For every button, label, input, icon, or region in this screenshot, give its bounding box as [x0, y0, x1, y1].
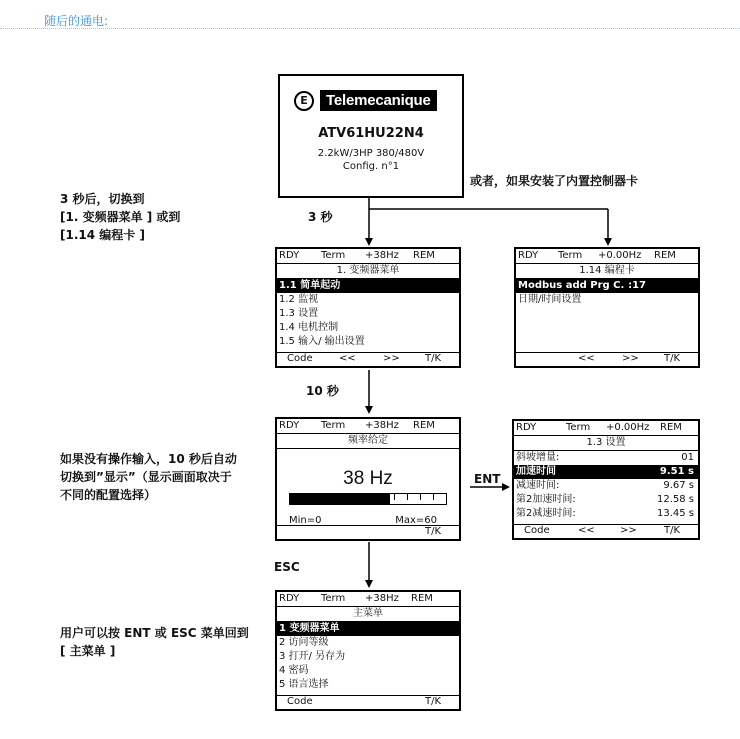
fkey-next[interactable]: >> — [622, 353, 639, 364]
param-label: 减速时间: — [516, 480, 560, 491]
boot-screen — [278, 74, 464, 198]
screen-title: 频率给定 — [277, 434, 459, 449]
menu-item-io-setup[interactable]: 1.5 输入/ 输出设置 — [279, 336, 365, 347]
status-term: Term — [566, 422, 591, 433]
status-rem: REM — [660, 422, 682, 433]
function-key-bar — [277, 352, 459, 366]
fkey-prev[interactable]: << — [578, 525, 595, 536]
status-bar — [277, 249, 459, 264]
status-bar — [277, 592, 459, 607]
param-label: 斜坡增量: — [516, 452, 560, 463]
fkey-prev[interactable]: << — [339, 353, 356, 364]
status-term: Term — [558, 250, 583, 261]
function-key-bar — [277, 525, 459, 539]
or-card-label: 或者，如果安装了内置控制器卡 — [470, 174, 639, 188]
status-bar — [277, 419, 459, 434]
freq-bar-tick — [394, 494, 395, 500]
ten-sec-label: 10 秒 — [306, 384, 339, 398]
ent-label: ENT — [474, 472, 501, 486]
param-value: 13.45 s — [656, 508, 694, 519]
freq-bar-tick — [316, 494, 317, 500]
status-bar — [514, 421, 698, 436]
fkey-tk[interactable]: T/K — [425, 526, 442, 537]
note-line: 切换到”显示”（显示画面取决于 — [60, 470, 232, 484]
drive-menu-screen — [275, 247, 461, 368]
freq-bar-fill — [290, 494, 390, 504]
fkey-tk[interactable]: T/K — [664, 353, 681, 364]
status-term: Term — [321, 250, 346, 261]
freq-bar-tick — [368, 494, 369, 500]
freq-bar-tick — [303, 494, 304, 500]
note-line: [1.14 编程卡 ] — [60, 228, 145, 242]
item-label: Modbus add Prg C. — [518, 280, 625, 291]
screen-title: 1.14 编程卡 — [516, 264, 698, 279]
fkey-tk[interactable]: T/K — [425, 696, 442, 707]
config-text: Config. n°1 — [342, 161, 400, 172]
model-number: ATV61HU22N4 — [318, 126, 424, 141]
freq-bar-tick — [407, 494, 408, 500]
status-rdy: RDY — [518, 250, 539, 261]
arrow-head — [502, 483, 510, 491]
prog-card-screen — [514, 247, 700, 368]
page-header: 随后的通电: — [44, 14, 109, 28]
three-sec-label: 3 秒 — [308, 210, 333, 224]
rating-info — [280, 147, 462, 173]
menu-item-drive-menu[interactable]: 1 变频器菜单 — [277, 622, 459, 636]
param-value: 9.67 s — [663, 480, 694, 491]
note-line: 不同的配置选择） — [60, 488, 157, 502]
menu-item-simple-start[interactable]: 1.1 简单起动 — [277, 279, 459, 293]
freq-bar-tick — [433, 494, 434, 500]
screen-title: 主菜单 — [277, 607, 459, 622]
freq-bar-tick — [420, 494, 421, 500]
arrow-head — [365, 580, 373, 588]
arrow-head — [365, 238, 373, 246]
note-line: 3 秒后，切换到 — [60, 192, 145, 206]
freq-bar[interactable] — [289, 493, 447, 505]
menu-item-open-save-as[interactable]: 3 打开/ 另存为 — [279, 651, 346, 662]
menu-item-language[interactable]: 5 语言选择 — [279, 679, 329, 690]
status-bar — [516, 249, 698, 264]
status-rdy: RDY — [279, 420, 300, 431]
fkey-code[interactable]: Code — [287, 353, 313, 364]
menu-item-monitor[interactable]: 1.2 监视 — [279, 294, 319, 305]
fkey-tk[interactable]: T/K — [664, 525, 681, 536]
param-accel-time[interactable] — [514, 465, 698, 479]
status-rem: REM — [413, 250, 435, 261]
status-freq: +38Hz — [365, 420, 399, 431]
param-label: 加速时间 — [516, 466, 556, 477]
menu-item-password[interactable]: 4 密码 — [279, 665, 309, 676]
param-decel-time-2[interactable] — [514, 507, 698, 521]
menu-item-modbus-address[interactable] — [516, 279, 698, 293]
main-menu-screen — [275, 590, 461, 711]
freq-bar-tick — [342, 494, 343, 500]
brand-emblem-icon: E — [294, 91, 314, 111]
param-value: 9.51 s — [659, 466, 694, 477]
status-freq: +0.00Hz — [606, 422, 650, 433]
screen-title: 1. 变频器菜单 — [277, 264, 459, 279]
status-rem: REM — [413, 420, 435, 431]
screen-title: 1.3 设置 — [514, 436, 698, 451]
menu-item-date-time[interactable] — [516, 293, 698, 307]
menu-item-access-level[interactable]: 2 访问等级 — [279, 637, 329, 648]
status-rem: REM — [654, 250, 676, 261]
freq-bar-tick — [381, 494, 382, 500]
fkey-next[interactable]: >> — [383, 353, 400, 364]
param-label: 第2加速时间: — [516, 494, 576, 505]
note-line: [ 主菜单 ] — [60, 644, 116, 658]
function-key-bar — [516, 352, 698, 366]
status-rdy: RDY — [279, 593, 300, 604]
item-value: :17 — [628, 280, 646, 291]
fkey-tk[interactable]: T/K — [425, 353, 442, 364]
function-key-bar — [514, 524, 698, 538]
freq-ref-screen — [275, 417, 461, 541]
fkey-next[interactable]: >> — [620, 525, 637, 536]
status-freq: +0.00Hz — [598, 250, 642, 261]
status-term: Term — [321, 420, 346, 431]
fkey-code[interactable]: Code — [287, 696, 313, 707]
note-line: 如果没有操作输入，10 秒后自动 — [60, 452, 237, 466]
menu-item-settings[interactable]: 1.3 设置 — [279, 308, 319, 319]
brand-name: Telemecanique — [320, 90, 437, 111]
arrow-head — [365, 406, 373, 414]
param-accel-time-2[interactable] — [514, 493, 698, 507]
note-line: [1. 变频器菜单 ] 或到 — [60, 210, 181, 224]
esc-label: ESC — [274, 560, 300, 574]
item-label: 日期/时间设置 — [518, 294, 582, 305]
menu-item-motor-control[interactable]: 1.4 电机控制 — [279, 322, 339, 333]
freq-bar-tick — [329, 494, 330, 500]
param-label: 第2减速时间: — [516, 508, 576, 519]
param-ramp-increment[interactable] — [514, 451, 698, 465]
freq-max: Max=60 — [395, 515, 437, 526]
rating-text: 2.2kW/3HP 380/480V — [317, 148, 425, 159]
param-value: 12.58 s — [656, 494, 694, 505]
freq-value: 38 Hz — [343, 468, 393, 489]
status-freq: +38Hz — [365, 250, 399, 261]
function-key-bar — [277, 695, 459, 709]
settings-screen — [512, 419, 700, 540]
note-line: 用户可以按 ENT 或 ESC 菜单回到 — [60, 626, 249, 640]
status-rem: REM — [411, 593, 433, 604]
brand-logo — [294, 90, 437, 111]
status-rdy: RDY — [279, 250, 300, 261]
status-rdy: RDY — [516, 422, 537, 433]
status-freq: +38Hz — [365, 593, 399, 604]
freq-bar-tick — [355, 494, 356, 500]
fkey-prev[interactable]: << — [578, 353, 595, 364]
arrow-head — [604, 238, 612, 246]
param-decel-time[interactable] — [514, 479, 698, 493]
status-term: Term — [321, 593, 346, 604]
freq-min: Min=0 — [289, 515, 322, 526]
fkey-code[interactable]: Code — [524, 525, 550, 536]
param-value: 01 — [681, 452, 694, 463]
